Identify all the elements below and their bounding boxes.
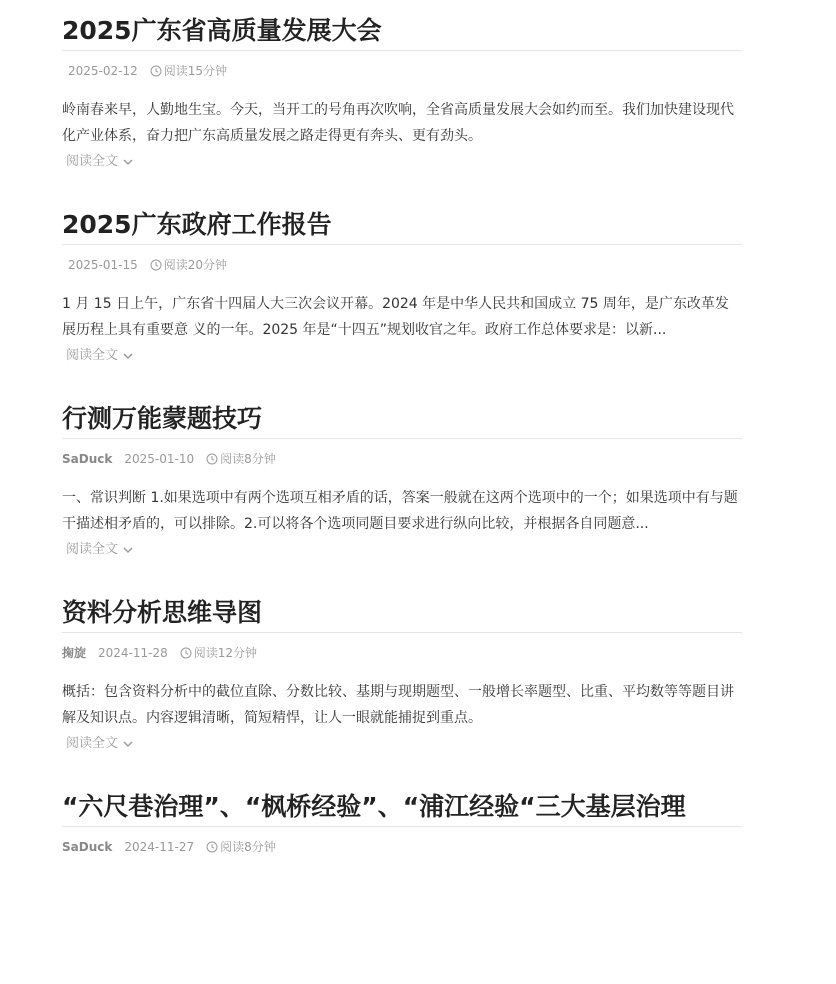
read-more-label: 阅读全文 <box>66 736 119 751</box>
post-author[interactable]: SaDuck <box>62 452 113 466</box>
post-summary: 概括：包含资料分析中的截位直除、分数比较、基期与现期题型、一般增长率题型、比重、平均数等等题目讲解及知识点。内容逻辑清晰，简短精悍，让人一眼就能捕捉到重点。 <box>62 684 734 726</box>
post-author[interactable]: SaDuck <box>62 840 113 854</box>
post-meta <box>62 63 742 79</box>
post-date: 2024-11-28 <box>98 646 168 660</box>
post-date: 2024-11-27 <box>124 840 195 854</box>
read-time-text: 阅读8分钟 <box>220 452 276 466</box>
read-time-text: 阅读8分钟 <box>220 840 276 854</box>
post-read-time <box>206 451 276 467</box>
post-item <box>62 208 742 402</box>
clock-icon <box>180 647 192 659</box>
post-meta <box>62 645 742 661</box>
post-item <box>62 14 742 208</box>
post-item <box>62 790 742 984</box>
post-meta <box>62 257 742 273</box>
read-more-label: 阅读全文 <box>66 348 119 363</box>
post-title[interactable]: “六尺巷治理”、“枫桥经验”、“浦江经验“三大基层治理 <box>62 790 742 827</box>
chevron-down-icon <box>122 158 134 166</box>
post-read-time <box>150 257 227 273</box>
clock-icon <box>150 259 162 271</box>
post-summary: 一、常识判断 1.如果选项中有两个选项互相矛盾的话，答案一般就在这两个选项中的一个；如果选项中有与题干描述相矛盾的，可以排除。2.可以将各个选项同题目要求进行纵向比较，并根据各自同题意... <box>62 490 738 532</box>
post-title[interactable]: 资料分析思维导图 <box>62 596 742 633</box>
post-list <box>62 14 742 984</box>
post-item <box>62 402 742 596</box>
chevron-down-icon <box>122 740 134 748</box>
post-read-time <box>206 839 276 855</box>
read-more-label: 阅读全文 <box>66 154 119 169</box>
post-title[interactable]: 2025广东省高质量发展大会 <box>62 14 742 51</box>
post-meta <box>62 451 742 467</box>
read-more-label: 阅读全文 <box>66 542 119 557</box>
read-more-link[interactable] <box>66 735 134 753</box>
post-summary: 岭南春来早，人勤地生宝。今天，当开工的号角再次吹响，全省高质量发展大会如约而至。我们加快建设现代化产业体系，奋力把广东高质量发展之路走得更有奔头、更有劲头。 <box>62 102 734 144</box>
read-time-text: 阅读12分钟 <box>193 646 258 660</box>
chevron-down-icon <box>122 546 134 554</box>
read-more-link[interactable] <box>66 541 134 559</box>
read-more-link[interactable] <box>66 153 134 171</box>
post-title[interactable]: 2025广东政府工作报告 <box>62 208 742 245</box>
post-author[interactable]: 掬旋 <box>62 646 87 660</box>
clock-icon <box>206 453 218 465</box>
post-date: 2025-02-12 <box>68 64 138 78</box>
post-summary: 1 月 15 日上午，广东省十四届人大三次会议开幕。2024 年是中华人民共和国成立 75 周年，是广东改革发展历程上具有重要意 义的一年。2025 年是“十四五”规划收官之年。政府工作总体要求是：以新... <box>62 296 729 338</box>
clock-icon <box>206 841 218 853</box>
read-time-text: 阅读20分钟 <box>163 258 228 272</box>
chevron-down-icon <box>122 352 134 360</box>
post-read-time <box>180 645 257 661</box>
read-more-link[interactable] <box>66 347 134 365</box>
post-title[interactable]: 行测万能蒙题技巧 <box>62 402 742 439</box>
post-read-time <box>150 63 227 79</box>
clock-icon <box>150 65 162 77</box>
post-date: 2025-01-10 <box>124 452 195 466</box>
post-meta <box>62 839 742 855</box>
read-time-text: 阅读15分钟 <box>163 64 228 78</box>
post-item <box>62 596 742 790</box>
post-date: 2025-01-15 <box>68 258 138 272</box>
